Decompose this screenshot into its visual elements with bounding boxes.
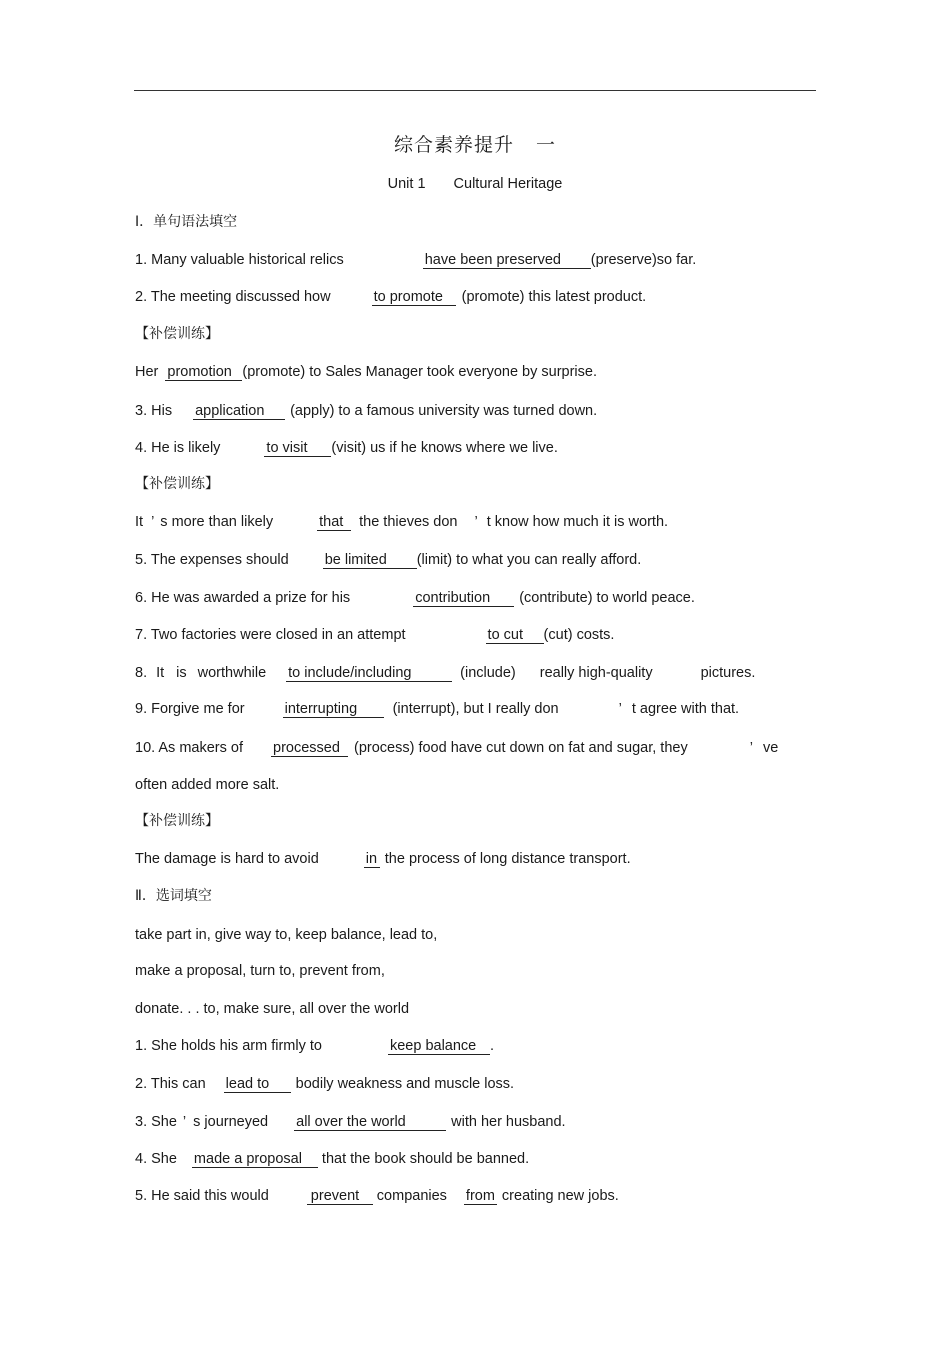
unit-name: Cultural Heritage xyxy=(453,176,563,192)
title-num: 一 xyxy=(536,134,557,156)
question-4: 4. He is likely to visit (visit) us if he knows where we live. xyxy=(135,440,558,456)
question-1: 1. Many valuable historical relics have been preserved (preserve)so far. xyxy=(135,252,697,268)
answer-blank: have been preserved xyxy=(423,252,591,269)
question-6: 6. He was awarded a prize for his contribution (contribute) to world peace. xyxy=(135,590,695,606)
answer-blank: be limited xyxy=(323,552,417,569)
answer-blank: from xyxy=(465,1188,495,1204)
answer-blank: to promote xyxy=(372,289,456,306)
question-8: 8. It is worthwhile to include/including (include) really high-quality pictures. xyxy=(135,665,756,681)
fill-question-3: 3. She ’ s journeyed all over the world with her husband. xyxy=(135,1114,566,1130)
answer-blank: application xyxy=(193,403,285,420)
answer-blank: that xyxy=(317,514,351,531)
word-bank-line-3: donate. . . to, make sure, all over the world xyxy=(135,1001,410,1017)
answer-blank: to include/including xyxy=(286,665,452,682)
section2-heading: Ⅱ．选词填空 xyxy=(135,888,212,904)
answer-blank: to visit xyxy=(264,440,331,457)
title-main: 综合素养提升 xyxy=(393,134,514,156)
answer-blank: processed xyxy=(271,740,348,757)
supplement-exercise-1: Her promotion (promote) to Sales Manager took everyone by surprise. xyxy=(135,364,597,380)
answer-blank: contribution xyxy=(413,590,514,607)
answer-blank: keep balance xyxy=(388,1038,490,1055)
question-10-continued: often added more salt. xyxy=(135,777,280,793)
answer-blank: made a proposal xyxy=(192,1151,318,1168)
word-bank-line-2: make a proposal, turn to, prevent from, xyxy=(135,963,385,979)
word-bank-line-1: take part in, give way to, keep balance, lead to, xyxy=(135,927,438,943)
supplement-label: 【补偿训练】 xyxy=(135,813,219,829)
answer-blank: lead to xyxy=(224,1076,291,1093)
supplement-exercise-2: It ’ s more than likely that the thieves don ’ t know how much it is worth. xyxy=(135,514,669,530)
answer-blank: prevent xyxy=(307,1188,373,1205)
question-3: 3. His application (apply) to a famous university was turned down. xyxy=(135,403,598,419)
supplement-exercise-3: The damage is hard to avoid in the process of long distance transport. xyxy=(135,851,631,867)
fill-question-5: 5. He said this would prevent companies from creating new jobs. xyxy=(135,1188,619,1204)
answer-blank: promotion xyxy=(165,364,242,381)
fill-question-4: 4. She made a proposal that the book should be banned. xyxy=(135,1151,530,1167)
question-9: 9. Forgive me for interrupting (interrupt), but I really don ’ t agree with that. xyxy=(135,701,740,717)
top-rule xyxy=(134,90,816,91)
question-5: 5. The expenses should be limited (limit) to what you can really afford. xyxy=(135,552,642,568)
unit-number: Unit 1 xyxy=(387,176,426,192)
fill-question-2: 2. This can lead to bodily weakness and muscle loss. xyxy=(135,1076,515,1092)
answer-blank: all over the world xyxy=(294,1114,446,1131)
fill-question-1: 1. She holds his arm firmly to keep balance . xyxy=(135,1038,494,1054)
section1-heading: Ⅰ．单句语法填空 xyxy=(135,214,238,230)
supplement-label: 【补偿训练】 xyxy=(135,326,219,342)
supplement-label: 【补偿训练】 xyxy=(135,476,219,492)
question-7: 7. Two factories were closed in an attempt to cut (cut) costs. xyxy=(135,627,615,643)
answer-blank: interrupting xyxy=(283,701,384,718)
answer-blank: in xyxy=(364,851,380,868)
answer-blank: to cut xyxy=(486,627,544,644)
page-title xyxy=(0,130,950,157)
unit-subtitle xyxy=(0,176,950,192)
question-2: 2. The meeting discussed how to promote (promote) this latest product. xyxy=(135,289,647,305)
question-10: 10. As makers of processed (process) food have cut down on fat and sugar, they ’ ve xyxy=(135,740,779,756)
